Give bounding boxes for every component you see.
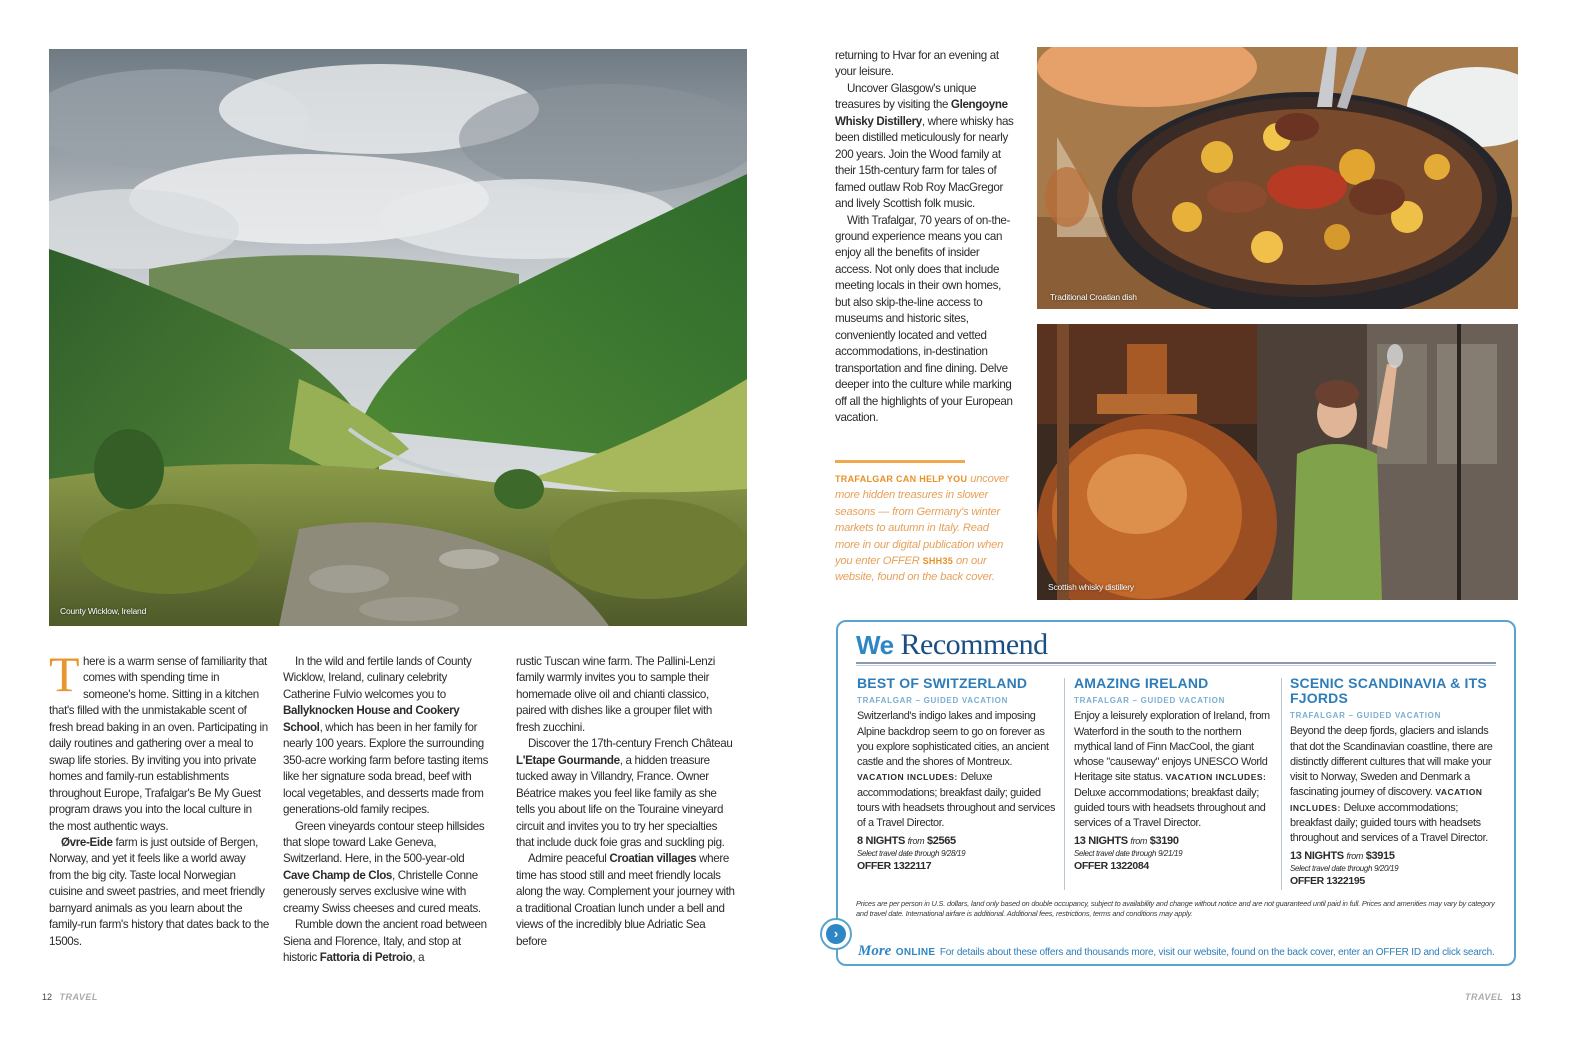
recommend-item-select-date: Select travel date through 9/20/19	[1290, 863, 1399, 873]
recommend-title	[856, 628, 1048, 662]
recommend-item-switzerland	[857, 676, 1057, 874]
folio-left	[42, 992, 98, 1002]
more-word: More	[858, 943, 892, 959]
promo-text-b: on our website, found on the back cover.	[835, 555, 995, 584]
article-col3-paragraph-1: rustic Tuscan wine farm. The Pallini-Lenzi family warmly invites you to sample their homemade olive oil and chianti classico, paired with dishes like a grouper filet with fresh zucchini.	[516, 655, 716, 734]
recommend-rule	[856, 662, 1496, 664]
recommend-item-select-date: Select travel date through 9/21/19	[1074, 848, 1183, 858]
article-col4-paragraph-2: Uncover Glasgow's unique treasures by visiting the Glengoyne Whisky Distillery, where whisky has been distilled meticulously for nearly 200 years. Join the Wood family at their 15th-century farm for tales of famed outlaw Rob Roy MacGregor and lively Scottish folk music.	[835, 81, 1014, 211]
recommend-item-sub: TRAFALGAR – GUIDED VACATION	[1074, 696, 1226, 705]
article-column-4	[835, 48, 1017, 426]
recommend-item-nights: 13 NIGHTS from $3190	[1074, 834, 1179, 847]
ireland-photo-caption: County Wicklow, Ireland	[60, 606, 147, 616]
recommend-divider-2	[1281, 678, 1282, 890]
croatian-dish-photo	[1037, 47, 1518, 309]
recommend-fine-print: Prices are per person in U.S. dollars, land only based on double occupancy, subject to availability and change without notice and are not guaranteed until paid in full. Prices and amenities may vary by category and travel date. International airfare is additional. Additional fees, restrictions, terms and conditions may apply.	[856, 899, 1495, 918]
page-number-right: 13	[1510, 992, 1521, 1002]
recommend-item-body: Switzerland's indigo lakes and imposing Alpine backdrop seem to go on forever as you explore sophisticated cities, an ancient castle and the shores of Montreux. VACATION INCLUDES: Deluxe accommodations; breakfast daily; guided tours with headsets throughout and services of a Travel Director.	[857, 710, 1056, 830]
page-number-left: 12	[42, 992, 53, 1002]
recommend-item-offer[interactable]: OFFER 1322195	[1290, 874, 1365, 887]
promo-offer-code: SHH35	[922, 556, 954, 567]
promo-label: TRAFALGAR CAN HELP YOU	[835, 474, 968, 484]
article-column-3	[516, 654, 736, 950]
folio-right	[1465, 992, 1521, 1002]
article-col4-paragraph-1: returning to Hvar for an evening at your leisure.	[835, 49, 999, 79]
promo-text-a: uncover more hidden treasures in slower seasons — from Germany's winter markets to autumn in Italy. Read more in our digital publication when you enter OFFER	[835, 473, 1009, 568]
recommend-item-offer[interactable]: OFFER 1322084	[1074, 859, 1149, 872]
article-column-1	[49, 646, 269, 950]
recommend-item-offer[interactable]: OFFER 1322117	[857, 859, 932, 872]
recommend-divider-1	[1064, 678, 1065, 890]
recommend-item-ireland	[1074, 676, 1274, 874]
promo-rule	[835, 460, 965, 463]
article-col2-paragraph-1: In the wild and fertile lands of County Wicklow, Ireland, culinary celebrity Catherine Fulvio welcomes you to Ballyknocken House and Cookery School, which has been in her family for nearly 100 years. Explore the surrounding 350-acre working farm before tasting items like her signature soda bread, beef with local vegetables, and desserts made from generations-old family recipes.	[283, 655, 489, 817]
article-col1-paragraph-1: There is a warm sense of familiarity that comes with spending time in someone's home. Sitting in a kitchen that's filled with the unmistakable scent of fresh bread baking in an oven. Participating in daily routines and gathering over a meal to swap life stories. By inviting you into private homes and family-run establishments throughout Europe, Trafalgar's Be My Guest program draws you into the local culture in the most authentic ways.	[49, 646, 268, 833]
article-col3-paragraph-3: Admire peaceful Croatian villages where time has stood still and meet friendly locals along the way. Complement your journey with a traditional Croatian lunch under a bell and views of the incredibly blue Adriatic Sea before	[516, 852, 735, 948]
article-col2-paragraph-2: Green vineyards contour steep hillsides that slope toward Lake Geneva, Switzerland. Here, in the 500-year-old Cave Champ de Clos, Christelle Conne generously serves exclusive wine with creamy Swiss cheeses and cured meats.	[283, 819, 485, 915]
article-col3-paragraph-2: Discover the 17th-century French Château L'Etape Gourmande, a hidden treasure tucked away in Villandry, France. Owner Béatrice makes you feel like family as she tells you about life on the Touraine vineyard circuit and invites you to try her specialties that include duck foie gras and suckling pig.	[516, 737, 733, 849]
recommend-item-heading: SCENIC SCANDINAVIA & ITS FJORDS	[1290, 675, 1487, 706]
ireland-photo	[49, 49, 747, 626]
article-column-2	[283, 654, 493, 967]
more-arrow-glyph: ›	[826, 924, 846, 944]
more-online-text: For details about these offers and thousands more, visit our website, found on the back cover, enter an OFFER ID and click search.	[939, 947, 1495, 958]
recommend-item-body: Beyond the deep fjords, glaciers and islands that dot the Scandinavian coastline, there are distinctly different cultures that will make your visit to Norway, Sweden and Denmark a fascinating journey of discovery. VACATION INCLUDES: Deluxe accommodations; breakfast daily; guided tours with headsets throughout and services of a Travel Director.	[1290, 725, 1493, 845]
more-online-label: ONLINE	[895, 947, 936, 958]
more-online-bar[interactable]	[846, 942, 1520, 960]
recommend-item-heading: AMAZING IRELAND	[1074, 675, 1209, 691]
recommend-item-nights: 8 NIGHTS from $2565	[857, 834, 956, 847]
recommend-item-heading: BEST OF SWITZERLAND	[857, 675, 1028, 691]
recommend-item-scandinavia	[1290, 676, 1498, 889]
article-col1-paragraph-2: Øvre-Eide farm is just outside of Bergen, Norway, and yet it feels like a world away from the big city. Taste local Norwegian cuisine and sweet pastries, and meet friendly barnyard animals as you learn about the family-run farm's history that dates back to the 1500s.	[49, 835, 269, 948]
magazine-name-left: TRAVEL	[59, 992, 98, 1002]
magazine-name-right: TRAVEL	[1465, 992, 1504, 1002]
recommend-we: We	[856, 630, 894, 660]
article-col2-paragraph-3: Rumble down the ancient road between Siena and Florence, Italy, and stop at historic Fattoria di Petroio, a	[283, 918, 487, 965]
article-col4-paragraph-3: With Trafalgar, 70 years of on-the-ground experience means you can enjoy all the benefits of insider access. Not only does that include meeting locals in their own homes, but also skip-the-line access to museums and historic sites, conveniently located and vetted accommodations, in-destination transportation and fine dining. Delve deeper into the culture while marking off all the highlights of your European vacation.	[835, 213, 1013, 424]
recommend-rule-thin	[856, 665, 1496, 666]
recommend-item-sub: TRAFALGAR – GUIDED VACATION	[857, 696, 1009, 705]
recommend-item-body: Enjoy a leisurely exploration of Ireland, from Waterford in the south to the northern mythical land of Finn MacCool, the giant whose "causeway" enjoys UNESCO World Heritage site status. VACATION INCLUDES: Deluxe accommodations; breakfast daily; guided tours with headsets throughout and services of a Travel Director.	[1074, 710, 1270, 830]
distillery-photo	[1037, 324, 1518, 600]
recommend-word: Recommend	[900, 628, 1048, 661]
croatian-dish-caption: Traditional Croatian dish	[1050, 292, 1137, 302]
recommend-item-sub: TRAFALGAR – GUIDED VACATION	[1290, 711, 1442, 720]
drop-cap: T	[49, 646, 80, 702]
recommend-item-select-date: Select travel date through 9/28/19	[857, 848, 966, 858]
distillery-caption: Scottish whisky distillery	[1048, 582, 1134, 592]
recommend-item-nights: 13 NIGHTS from $3915	[1290, 849, 1395, 862]
promo-callout	[835, 460, 1010, 586]
